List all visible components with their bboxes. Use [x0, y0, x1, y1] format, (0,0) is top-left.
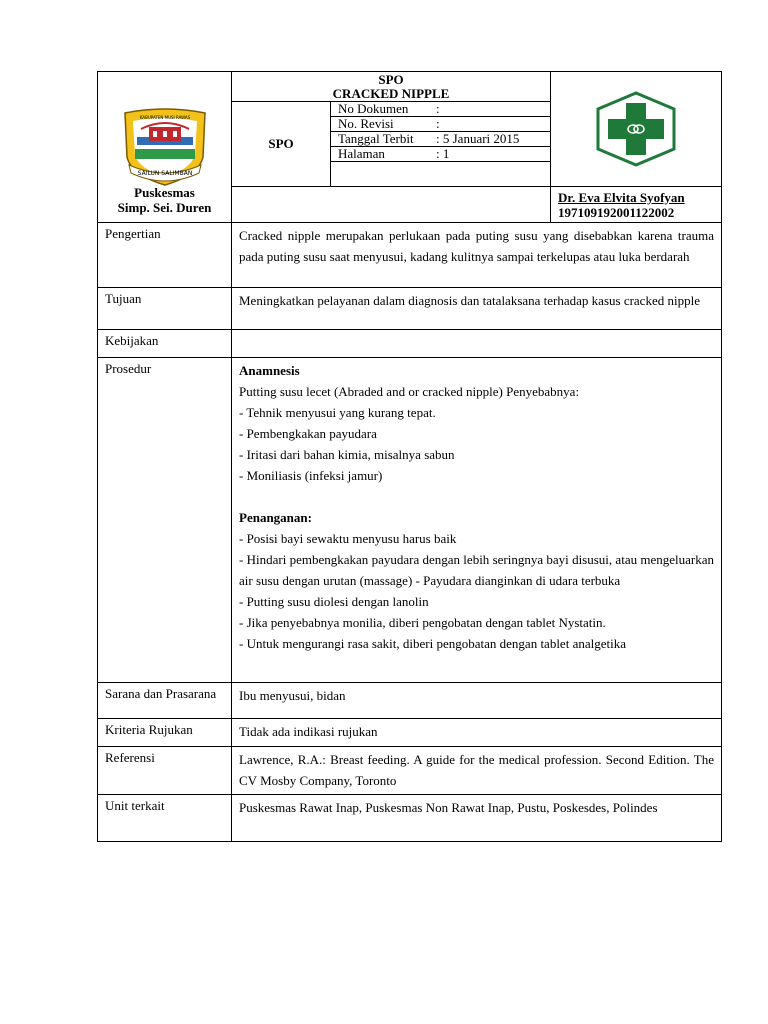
penanganan-item: - Putting susu diolesi dengan lanolin	[239, 594, 429, 609]
title-spo: SPO	[378, 72, 404, 87]
penanganan-heading: Penanganan:	[239, 510, 312, 525]
penanganan-item: - Jika penyebabnya monilia, diberi pengobatan dengan tablet Nystatin.	[239, 615, 606, 630]
content-tujuan: Meningkatkan pelayanan dalam diagnosis dan tatalaksana terhadap kasus cracked nipple	[232, 288, 722, 330]
cross-horizontal	[608, 119, 664, 139]
anamnesis-item: - Tehnik menyusui yang kurang tepat.	[239, 405, 436, 420]
label-pengertian: Pengertian	[98, 223, 232, 288]
content-referensi: Lawrence, R.A.: Breast feeding. A guide for the medical profession. Second Edition. The CV Mosby Company, Toronto	[232, 747, 722, 795]
puskesmas-logo-cell	[551, 72, 722, 187]
anamnesis-item: - Moniliasis (infeksi jamur)	[239, 468, 383, 483]
institution-line1: Puskesmas	[134, 185, 195, 200]
doc-info-row: No. Revisi :	[331, 117, 550, 132]
empty-header-cell	[232, 187, 551, 223]
doc-info-row: Halaman : 1	[331, 147, 550, 162]
content-kebijakan	[232, 330, 722, 358]
penanganan-item: - Posisi bayi sewaktu menyusu harus baik	[239, 531, 457, 546]
label-tujuan: Tujuan	[98, 288, 232, 330]
signer-name: Dr. Eva Elvita Syofyan	[558, 190, 685, 205]
label-prosedur: Prosedur	[98, 358, 232, 683]
penanganan-item: - Hindari pembengkakan payudara dengan lebih seringnya bayi disusui, atau mengeluarkan air susu dengan urutan (massage) - Payudara dianginkan di udara terbuka	[239, 552, 714, 588]
doc-info-row: No Dokumen :	[338, 101, 440, 116]
doc-info-row: Tanggal Terbit : 5 Januari 2015	[331, 132, 550, 147]
content-unit: Puskesmas Rawat Inap, Puskesmas Non Rawat Inap, Pustu, Poskesdes, Polindes	[232, 795, 722, 842]
district-shield-logo	[119, 107, 211, 187]
content-prosedur	[232, 358, 722, 683]
shield-green-band	[135, 149, 195, 159]
spo-label: SPO	[232, 102, 331, 186]
anamnesis-heading: Anamnesis	[239, 363, 300, 378]
svg-text:SAILUN SALIMBAN: SAILUN SALIMBAN	[137, 170, 192, 177]
content-sarana: Ibu menyusui, bidan	[232, 683, 722, 719]
content-kriteria: Tidak ada indikasi rujukan	[232, 719, 722, 747]
label-kriteria: Kriteria Rujukan	[98, 719, 232, 747]
label-referensi: Referensi	[98, 747, 232, 795]
title-cracked-nipple: CRACKED NIPPLE	[332, 86, 450, 101]
label-sarana: Sarana dan Prasarana	[98, 683, 232, 719]
anamnesis-intro: Putting susu lecet (Abraded and or cracked nipple) Penyebabnya:	[239, 384, 580, 399]
institution-line2: Simp. Sei. Duren	[117, 200, 212, 215]
label-unit: Unit terkait	[98, 795, 232, 842]
label-kebijakan: Kebijakan	[98, 330, 232, 358]
doc-info-table	[331, 102, 550, 162]
penanganan-item: - Untuk mengurangi rasa sakit, diberi pengobatan dengan tablet analgetika	[239, 636, 626, 651]
anamnesis-item: - Pembengkakan payudara	[239, 426, 377, 441]
signer-cell	[551, 187, 722, 223]
puskesmas-logo	[586, 87, 686, 171]
svg-text:KABUPATEN MUSI RAWAS: KABUPATEN MUSI RAWAS	[139, 115, 190, 120]
institution-name	[98, 185, 231, 215]
content-pengertian: Cracked nipple merupakan perlukaan pada puting susu yang disebabkan karena trauma pada puting susu saat menyusui, kadang kulitnya sampai terkelupas atau luka berdarah	[232, 223, 722, 288]
signer-id: 197109192001122002	[558, 205, 675, 220]
title-block	[232, 72, 551, 187]
anamnesis-item: - Iritasi dari bahan kimia, misalnya sabun	[239, 447, 455, 462]
